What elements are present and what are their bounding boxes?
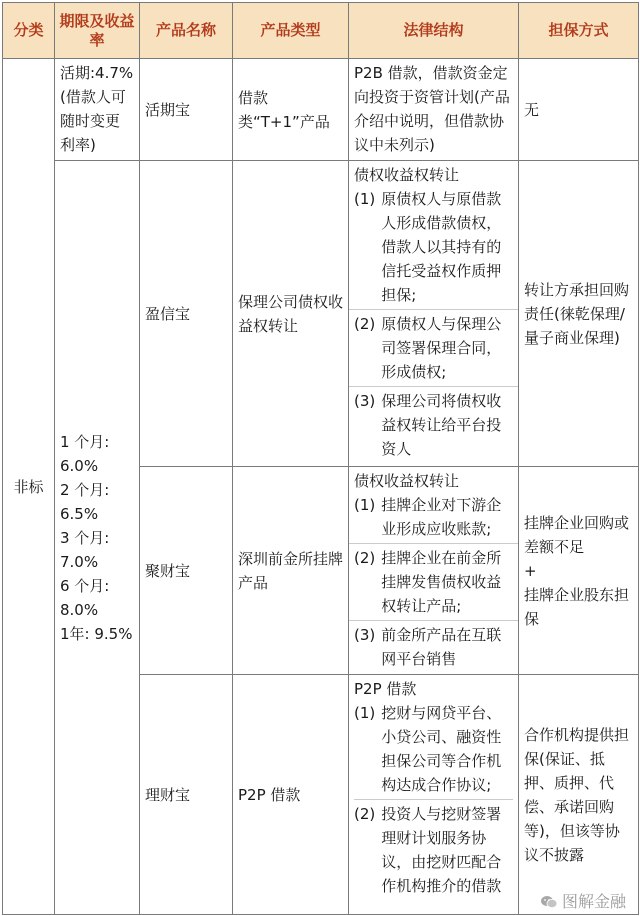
legal-item xyxy=(349,386,518,461)
term-line: 3 个月: 7.0% xyxy=(60,528,110,571)
product-name: 聚财宝 xyxy=(140,467,233,675)
wechat-icon xyxy=(540,894,558,908)
term-line: 1 个月: 6.0% xyxy=(60,432,110,475)
watermark xyxy=(536,889,630,912)
category-cell: 非标 xyxy=(3,59,55,915)
product-type: P2P 借款 xyxy=(233,675,349,915)
legal-item-text: 保理公司将债权收益权转让给平台投资人 xyxy=(381,392,502,458)
header-guarantee: 担保方式 xyxy=(519,3,639,59)
legal-item-number: (2) xyxy=(354,549,376,567)
product-type: 深圳前金所挂牌产品 xyxy=(233,467,349,675)
legal-item-text: 原债权人与原借款人形成借款债权，借款人以其持有的信托受益权作质押担保; xyxy=(381,190,502,304)
product-type: 借款类“T+1”产品 xyxy=(233,59,349,161)
term-line: 2 个月: 6.5% xyxy=(60,480,110,523)
guarantee-line: + xyxy=(524,561,537,580)
legal-structure xyxy=(349,675,519,915)
guarantee: 合作机构提供担保(保证、抵押、质押、代偿、承诺回购等)，但该等协议不披露 xyxy=(519,675,639,915)
legal-item-text: 前金所产品在互联网平台销售 xyxy=(381,626,502,668)
legal-item xyxy=(349,309,518,384)
header-term: 期限及收益率 xyxy=(55,3,140,59)
watermark-text: 图解金融 xyxy=(561,892,626,911)
guarantee: 转让方承担回购责任(徕乾保理/量子商业保理) xyxy=(519,161,639,467)
table-row xyxy=(3,161,639,467)
legal-structure: P2B 借款，借款资金定向投资于资管计划(产品介绍中说明，但借款协议中未列示) xyxy=(349,59,519,161)
table-row xyxy=(3,59,639,161)
legal-item-number: (1) xyxy=(354,496,376,514)
legal-title: P2P 借款 xyxy=(354,680,417,698)
product-name: 理财宝 xyxy=(140,675,233,915)
legal-structure xyxy=(349,467,519,675)
legal-title: 债权收益权转让 xyxy=(354,166,460,184)
product-name: 活期宝 xyxy=(140,59,233,161)
header-legal: 法律结构 xyxy=(349,3,519,59)
header-name: 产品名称 xyxy=(140,3,233,59)
term-line: (借款人可随时变更利率) xyxy=(60,88,126,154)
legal-item-number: (1) xyxy=(354,704,376,722)
guarantee-line: 挂牌企业股东担保 xyxy=(524,585,630,628)
product-table xyxy=(2,2,639,915)
legal-item-number: (2) xyxy=(354,805,376,823)
legal-item xyxy=(354,187,513,307)
legal-item xyxy=(349,543,518,618)
legal-item-number: (2) xyxy=(354,315,376,333)
guarantee: 无 xyxy=(519,59,639,161)
term-line: 1年: 9.5% xyxy=(60,624,133,643)
legal-item xyxy=(349,620,518,671)
term-line: 活期:4.7% xyxy=(60,64,134,82)
legal-structure xyxy=(349,161,519,467)
legal-item-text: 挖财与网贷平台、小贷公司、融资性担保公司等合作机构达成合作协议; xyxy=(381,704,502,794)
guarantee-line: 挂牌企业回购或差额不足 xyxy=(524,513,630,556)
header-row xyxy=(3,3,639,59)
legal-item-text: 挂牌企业对下游企业形成应收账款; xyxy=(381,496,502,538)
legal-item-text: 原债权人与保理公司签署保理合同，形成债权; xyxy=(381,315,502,381)
header-category: 分类 xyxy=(3,3,55,59)
header-type: 产品类型 xyxy=(233,3,349,59)
legal-item-text: 投资人与挖财签署理财计划服务协议，由挖财匹配合作机构推介的借款 xyxy=(381,805,502,895)
legal-item-number: (3) xyxy=(354,626,376,644)
legal-item xyxy=(354,493,513,541)
term-line: 6 个月: 8.0% xyxy=(60,576,110,619)
term-cell xyxy=(55,59,140,161)
legal-content xyxy=(354,677,513,898)
product-name: 盈信宝 xyxy=(140,161,233,467)
legal-item-number: (1) xyxy=(354,190,376,208)
product-type: 保理公司债权收益权转让 xyxy=(233,161,349,467)
legal-item xyxy=(354,799,513,898)
shared-term-cell xyxy=(55,161,140,915)
legal-item xyxy=(354,701,513,797)
guarantee xyxy=(519,467,639,675)
legal-item-text: 挂牌企业在前金所挂牌发售债权收益权转让产品; xyxy=(381,549,502,615)
legal-title: 债权收益权转让 xyxy=(354,472,460,490)
legal-item-number: (3) xyxy=(354,392,376,410)
